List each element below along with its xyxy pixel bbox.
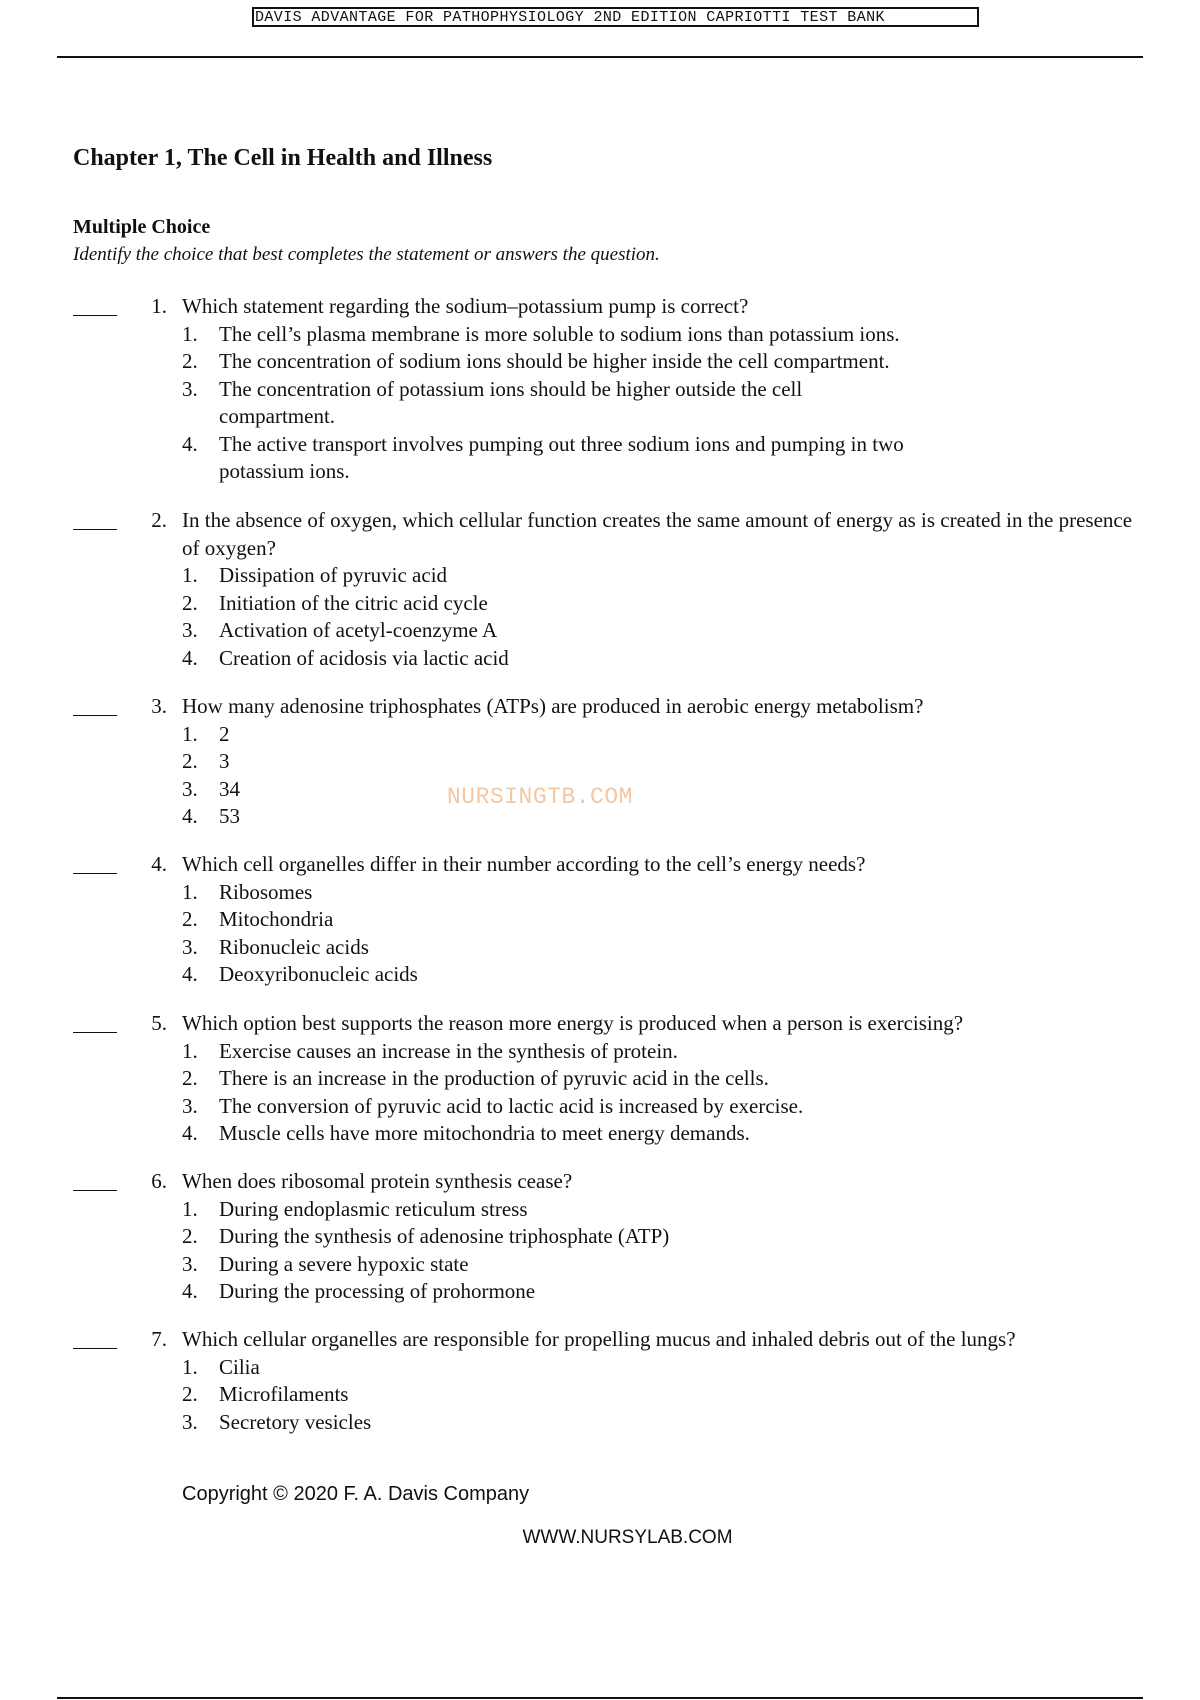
option-text: The conversion of pyruvic acid to lactic acid is increased by exercise.: [219, 1093, 804, 1118]
option-text: Creation of acidosis via lactic acid: [219, 645, 509, 670]
option-text: Muscle cells have more mitochondria to meet energy demands.: [219, 1121, 750, 1145]
option-number: 1.: [182, 1354, 198, 1379]
option-number: 4.: [182, 431, 198, 456]
option-list: [182, 1196, 1200, 1306]
option: [182, 321, 1200, 349]
option: [182, 1409, 1200, 1437]
answer-blank[interactable]: [73, 851, 117, 874]
header-divider: [57, 56, 1143, 58]
option-text: During endoplasmic reticulum stress: [219, 1196, 528, 1221]
option: [182, 1278, 1200, 1306]
option-text: The concentration of potassium ions should be higher outside the cell compartment.: [219, 376, 803, 428]
option-text: 53: [219, 804, 240, 828]
option-number: 1.: [182, 563, 198, 587]
option: [182, 1093, 1200, 1121]
option: [182, 776, 1200, 804]
copyright-notice: Copyright © 2020 F. A. Davis Company: [182, 1483, 530, 1505]
question-stem: Which cellular organelles are responsible for propelling mucus and inhaled debris out of the lungs?: [182, 1327, 1016, 1351]
question-4: [0, 851, 1200, 989]
question-number: 4.: [151, 852, 167, 876]
option-list: [182, 879, 1200, 989]
option-number: 4.: [182, 962, 198, 986]
question-number: 3.: [151, 694, 167, 718]
question-stem: When does ribosomal protein synthesis cease?: [182, 1169, 573, 1193]
option-number: 2.: [182, 1224, 198, 1248]
question-number: 2.: [151, 508, 167, 532]
question-stem: In the absence of oxygen, which cellular function creates the same amount of energy as is created in the presence of oxygen?: [182, 508, 1133, 560]
header-banner: DAVIS ADVANTAGE FOR PATHOPHYSIOLOGY 2ND EDITION CAPRIOTTI TEST BANK: [252, 7, 979, 27]
option-text: Activation of acetyl-coenzyme A: [219, 618, 498, 642]
option-text: Mitochondria: [219, 907, 334, 931]
option: [182, 879, 1200, 907]
question-6: [0, 1168, 1200, 1306]
option-number: 2.: [182, 590, 198, 615]
option-text: 2: [219, 721, 230, 746]
question-stem: Which statement regarding the sodium–potassium pump is correct?: [182, 294, 749, 318]
option-text: Exercise causes an increase in the synthesis of protein.: [219, 1038, 678, 1063]
answer-blank[interactable]: [73, 1326, 117, 1349]
question-7: [0, 1326, 1200, 1436]
option-text: During the processing of prohormone: [219, 1279, 536, 1303]
option-number: 1.: [182, 721, 198, 746]
option-list: [182, 321, 1200, 486]
question-number: 7.: [151, 1327, 167, 1351]
option-number: 3.: [182, 618, 198, 642]
option: [182, 961, 1200, 989]
option-number: 3.: [182, 1409, 198, 1434]
option-number: 2.: [182, 749, 198, 773]
option-number: 4.: [182, 804, 198, 828]
option: [182, 934, 1200, 962]
option-number: 4.: [182, 1279, 198, 1303]
option-number: 3.: [182, 934, 198, 959]
option-number: 4.: [182, 645, 198, 670]
option-text: Ribonucleic acids: [219, 934, 369, 959]
option: [182, 431, 1200, 486]
option-number: 3.: [182, 1251, 198, 1276]
option-text: Deoxyribonucleic acids: [219, 962, 418, 986]
option-text: There is an increase in the production of pyruvic acid in the cells.: [219, 1066, 769, 1090]
option-text: Dissipation of pyruvic acid: [219, 563, 448, 587]
option: [182, 1223, 1200, 1251]
option-number: 3.: [182, 776, 198, 801]
question-stem: How many adenosine triphosphates (ATPs) are produced in aerobic energy metabolism?: [182, 694, 924, 718]
option-text: 34: [219, 776, 240, 801]
option-number: 1.: [182, 321, 198, 346]
option: [182, 1381, 1200, 1409]
option: [182, 1065, 1200, 1093]
option: [182, 906, 1200, 934]
option: [182, 645, 1200, 673]
footer-divider: [57, 1697, 1143, 1699]
site-url: WWW.NURSYLAB.COM: [522, 1527, 733, 1548]
option: [182, 376, 1200, 431]
question-number: 5.: [151, 1011, 167, 1035]
option-number: 3.: [182, 376, 198, 401]
option: [182, 348, 1200, 376]
section-title: Multiple Choice: [73, 216, 211, 238]
option: [182, 590, 1200, 618]
option-text: The active transport involves pumping out three sodium ions and pumping in two potassium ions.: [219, 431, 904, 483]
answer-blank[interactable]: [73, 693, 117, 716]
question-1: [0, 293, 1200, 486]
option-text: Initiation of the citric acid cycle: [219, 590, 488, 615]
option-number: 1.: [182, 1038, 198, 1063]
option: [182, 721, 1200, 749]
watermark: NURSINGTB.COM: [447, 784, 633, 810]
option-list: [182, 1038, 1200, 1148]
option-text: During a severe hypoxic state: [219, 1251, 469, 1276]
option-text: Cilia: [219, 1354, 260, 1379]
answer-blank[interactable]: [73, 293, 117, 316]
option: [182, 1196, 1200, 1224]
option-number: 2.: [182, 1066, 198, 1090]
question-2: [0, 507, 1200, 672]
option-list: [182, 1354, 1200, 1437]
option-number: 3.: [182, 1093, 198, 1118]
option: [182, 1354, 1200, 1382]
option-number: 2.: [182, 349, 198, 373]
option-number: 1.: [182, 879, 198, 904]
option: [182, 1120, 1200, 1148]
option-text: The concentration of sodium ions should be higher inside the cell compartment.: [219, 349, 890, 373]
option-list: [182, 562, 1200, 672]
answer-blank[interactable]: [73, 507, 117, 530]
option-number: 1.: [182, 1196, 198, 1221]
chapter-title: Chapter 1, The Cell in Health and Illness: [73, 145, 493, 171]
question-stem: Which cell organelles differ in their number according to the cell’s energy needs?: [182, 852, 866, 876]
option-text: Secretory vesicles: [219, 1409, 372, 1434]
option-text: The cell’s plasma membrane is more soluble to sodium ions than potassium ions.: [219, 321, 900, 346]
option-text: Microfilaments: [219, 1382, 349, 1406]
option: [182, 562, 1200, 590]
option-list: [182, 721, 1200, 831]
option-number: 4.: [182, 1121, 198, 1145]
option-number: 2.: [182, 907, 198, 931]
option-text: Ribosomes: [219, 879, 313, 904]
question-number: 6.: [151, 1169, 167, 1193]
answer-blank[interactable]: [73, 1168, 117, 1191]
option-text: During the synthesis of adenosine triphosphate (ATP): [219, 1224, 670, 1248]
option: [182, 803, 1200, 831]
option-text: 3: [219, 749, 230, 773]
option-number: 2.: [182, 1382, 198, 1406]
option: [182, 748, 1200, 776]
option: [182, 617, 1200, 645]
answer-blank[interactable]: [73, 1010, 117, 1033]
option: [182, 1251, 1200, 1279]
section-instructions: Identify the choice that best completes the statement or answers the question.: [73, 244, 660, 265]
question-stem: Which option best supports the reason more energy is produced when a person is exercising?: [182, 1011, 964, 1035]
option: [182, 1038, 1200, 1066]
question-number: 1.: [151, 294, 167, 318]
question-5: [0, 1010, 1200, 1148]
